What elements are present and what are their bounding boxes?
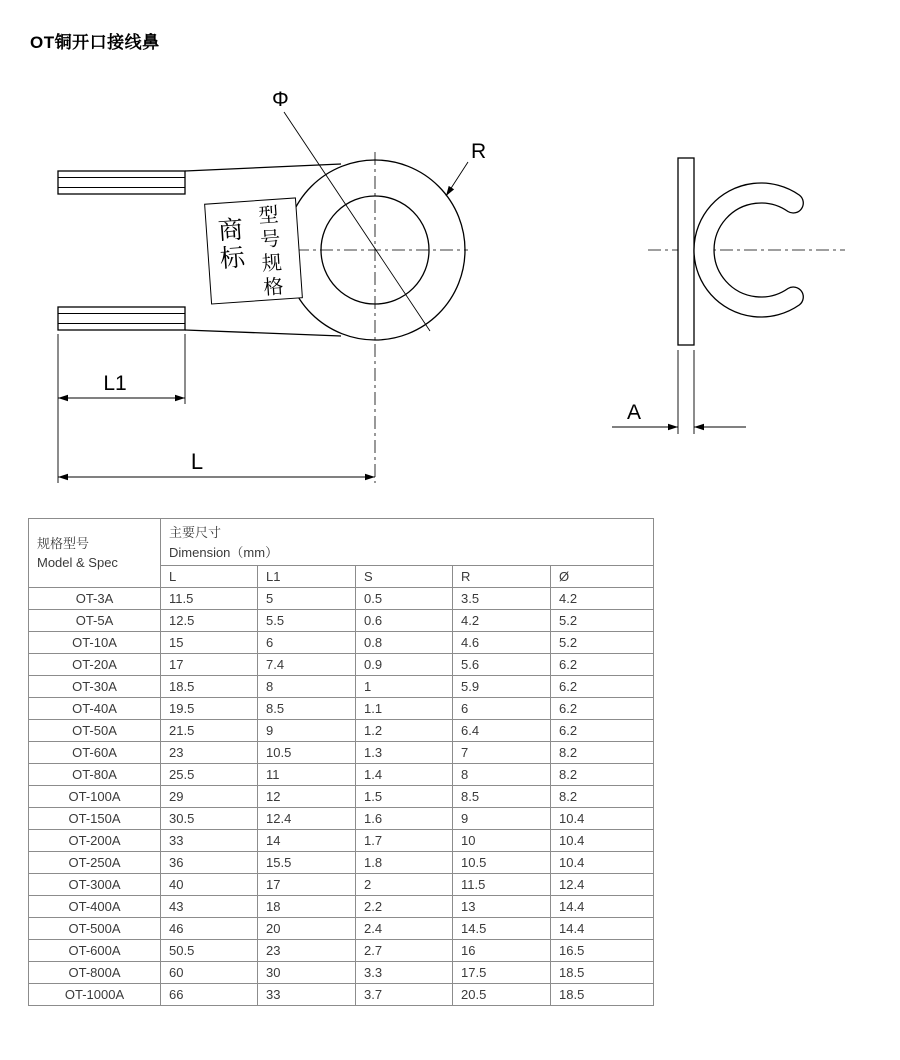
dim-value-cell: 1.4 <box>356 764 453 786</box>
dim-value-cell: 2 <box>356 874 453 896</box>
dim-value-cell: 17 <box>258 874 356 896</box>
dim-value-cell: 19.5 <box>161 698 258 720</box>
model-cell: OT-30A <box>29 676 161 698</box>
dim-value-cell: 15.5 <box>258 852 356 874</box>
model-cell: OT-300A <box>29 874 161 896</box>
dim-value-cell: 8.5 <box>258 698 356 720</box>
dim-value-cell: 17 <box>161 654 258 676</box>
dim-value-cell: 1.7 <box>356 830 453 852</box>
dim-value-cell: 0.6 <box>356 610 453 632</box>
dim-value-cell: 6 <box>258 632 356 654</box>
spec-row <box>29 676 654 698</box>
dim-value-cell: 4.6 <box>453 632 551 654</box>
dim-value-cell: 1 <box>356 676 453 698</box>
dim-value-cell: 66 <box>161 984 258 1006</box>
spec-row <box>29 654 654 676</box>
dim-value-cell: 7 <box>453 742 551 764</box>
dim-value-cell: 11.5 <box>453 874 551 896</box>
dim-value-cell: 4.2 <box>551 588 654 610</box>
dim-value-cell: 18.5 <box>161 676 258 698</box>
stamp-text-trademark: 商标 <box>217 215 246 274</box>
r-dimension-label: R <box>471 140 487 163</box>
dim-value-cell: 11.5 <box>161 588 258 610</box>
taper-bottom-line <box>185 330 341 336</box>
model-cell: OT-80A <box>29 764 161 786</box>
dim-value-cell: 46 <box>161 918 258 940</box>
dim-value-cell: 2.7 <box>356 940 453 962</box>
dim-value-cell: 10.5 <box>453 852 551 874</box>
dim-value-cell: 8.2 <box>551 742 654 764</box>
model-cell: OT-40A <box>29 698 161 720</box>
dimension-header <box>161 519 654 566</box>
dim-value-cell: 6.2 <box>551 698 654 720</box>
dim-value-cell: 18 <box>258 896 356 918</box>
dim-value-cell: 1.5 <box>356 786 453 808</box>
dim-value-cell: 3.3 <box>356 962 453 984</box>
dim-value-cell: 0.5 <box>356 588 453 610</box>
dimension-header-en: Dimension（mm） <box>169 544 279 560</box>
dim-value-cell: 40 <box>161 874 258 896</box>
model-cell: OT-150A <box>29 808 161 830</box>
col-header-s: S <box>356 566 453 588</box>
spec-row <box>29 874 654 896</box>
dim-value-cell: 30 <box>258 962 356 984</box>
dimension-l1 <box>58 334 185 483</box>
phi-dimension-label: Φ <box>272 88 289 111</box>
col-header-r: R <box>453 566 551 588</box>
a-dimension-label: A <box>626 401 642 424</box>
model-cell: OT-10A <box>29 632 161 654</box>
spec-row <box>29 764 654 786</box>
spec-row <box>29 918 654 940</box>
dim-value-cell: 0.9 <box>356 654 453 676</box>
dim-value-cell: 8.2 <box>551 786 654 808</box>
dim-value-cell: 14 <box>258 830 356 852</box>
spec-row <box>29 830 654 852</box>
dim-value-cell: 2.4 <box>356 918 453 940</box>
model-header-cn: 规格型号 <box>37 535 90 551</box>
dim-value-cell: 9 <box>453 808 551 830</box>
dim-value-cell: 23 <box>258 940 356 962</box>
dim-value-cell: 5.2 <box>551 632 654 654</box>
model-cell: OT-60A <box>29 742 161 764</box>
dim-value-cell: 3.5 <box>453 588 551 610</box>
dim-value-cell: 8 <box>258 676 356 698</box>
model-cell: OT-5A <box>29 610 161 632</box>
dim-value-cell: 5.5 <box>258 610 356 632</box>
side-view <box>678 158 803 345</box>
dim-value-cell: 8 <box>453 764 551 786</box>
model-cell: OT-100A <box>29 786 161 808</box>
spec-row <box>29 962 654 984</box>
dim-value-cell: 20.5 <box>453 984 551 1006</box>
dim-value-cell: 6.2 <box>551 720 654 742</box>
dim-value-cell: 10.4 <box>551 852 654 874</box>
dim-value-cell: 10 <box>453 830 551 852</box>
dim-value-cell: 6 <box>453 698 551 720</box>
spec-row <box>29 852 654 874</box>
spec-row <box>29 698 654 720</box>
dim-value-cell: 5.6 <box>453 654 551 676</box>
model-cell: OT-600A <box>29 940 161 962</box>
spec-row <box>29 808 654 830</box>
model-spec-header <box>29 519 161 588</box>
dim-value-cell: 3.7 <box>356 984 453 1006</box>
spec-row <box>29 632 654 654</box>
dim-value-cell: 33 <box>161 830 258 852</box>
model-cell: OT-800A <box>29 962 161 984</box>
dim-value-cell: 23 <box>161 742 258 764</box>
dim-value-cell: 18.5 <box>551 984 654 1006</box>
page-title: OT铜开口接线鼻 <box>30 33 160 52</box>
barrel-top-wall <box>58 171 185 194</box>
l-dimension-label: L <box>190 449 204 474</box>
dim-value-cell: 50.5 <box>161 940 258 962</box>
spec-row <box>29 610 654 632</box>
col-header-l: L <box>161 566 258 588</box>
dim-value-cell: 18.5 <box>551 962 654 984</box>
dim-value-cell: 1.3 <box>356 742 453 764</box>
dim-value-cell: 12.4 <box>551 874 654 896</box>
dim-value-cell: 12.5 <box>161 610 258 632</box>
dim-value-cell: 20 <box>258 918 356 940</box>
dim-value-cell: 29 <box>161 786 258 808</box>
dim-value-cell: 60 <box>161 962 258 984</box>
stamp-text-spec: 型号规格 <box>257 204 285 300</box>
dim-value-cell: 30.5 <box>161 808 258 830</box>
model-cell: OT-500A <box>29 918 161 940</box>
dim-value-cell: 17.5 <box>453 962 551 984</box>
dim-value-cell: 1.8 <box>356 852 453 874</box>
dim-value-cell: 25.5 <box>161 764 258 786</box>
dim-value-cell: 36 <box>161 852 258 874</box>
dim-value-cell: 9 <box>258 720 356 742</box>
tongue-section <box>678 158 694 345</box>
dimension-header-cn: 主要尺寸 <box>169 525 222 540</box>
model-cell: OT-20A <box>29 654 161 676</box>
technical-drawing <box>0 70 900 510</box>
dim-value-cell: 12.4 <box>258 808 356 830</box>
stamp-box <box>205 198 303 304</box>
dim-value-cell: 10.4 <box>551 808 654 830</box>
col-header-diameter: Ø <box>551 566 654 588</box>
col-header-l1: L1 <box>258 566 356 588</box>
dim-value-cell: 15 <box>161 632 258 654</box>
dim-value-cell: 16 <box>453 940 551 962</box>
dim-value-cell: 12 <box>258 786 356 808</box>
dim-value-cell: 10.5 <box>258 742 356 764</box>
spec-table <box>28 518 654 1006</box>
dim-value-cell: 14.5 <box>453 918 551 940</box>
dim-value-cell: 5 <box>258 588 356 610</box>
dim-value-cell: 21.5 <box>161 720 258 742</box>
model-cell: OT-3A <box>29 588 161 610</box>
dim-value-cell: 1.6 <box>356 808 453 830</box>
r-leader-line <box>446 162 468 196</box>
taper-top-line <box>185 164 341 171</box>
spec-row <box>29 742 654 764</box>
l1-dimension-label: L1 <box>103 372 127 395</box>
table-header-row-main <box>29 519 654 566</box>
dim-value-cell: 1.2 <box>356 720 453 742</box>
spec-row <box>29 786 654 808</box>
spec-row <box>29 588 654 610</box>
spec-row <box>29 896 654 918</box>
dim-value-cell: 14.4 <box>551 896 654 918</box>
dim-value-cell: 16.5 <box>551 940 654 962</box>
dim-value-cell: 14.4 <box>551 918 654 940</box>
model-cell: OT-200A <box>29 830 161 852</box>
spec-row <box>29 720 654 742</box>
spec-row <box>29 984 654 1006</box>
dim-value-cell: 33 <box>258 984 356 1006</box>
barrel-bottom-wall <box>58 307 185 330</box>
model-cell: OT-400A <box>29 896 161 918</box>
dim-value-cell: 1.1 <box>356 698 453 720</box>
dim-value-cell: 10.4 <box>551 830 654 852</box>
dim-value-cell: 11 <box>258 764 356 786</box>
dim-value-cell: 7.4 <box>258 654 356 676</box>
dim-value-cell: 2.2 <box>356 896 453 918</box>
dim-value-cell: 0.8 <box>356 632 453 654</box>
spec-row <box>29 940 654 962</box>
model-cell: OT-250A <box>29 852 161 874</box>
model-cell: OT-1000A <box>29 984 161 1006</box>
dim-value-cell: 43 <box>161 896 258 918</box>
model-cell: OT-50A <box>29 720 161 742</box>
dim-value-cell: 8.2 <box>551 764 654 786</box>
dim-value-cell: 5.2 <box>551 610 654 632</box>
dim-value-cell: 6.4 <box>453 720 551 742</box>
dim-value-cell: 5.9 <box>453 676 551 698</box>
dim-value-cell: 6.2 <box>551 654 654 676</box>
spec-table-body <box>29 588 654 1006</box>
dim-value-cell: 8.5 <box>453 786 551 808</box>
dim-value-cell: 13 <box>453 896 551 918</box>
phi-leader-line <box>284 112 430 331</box>
model-header-en: Model & Spec <box>37 555 118 570</box>
dim-value-cell: 4.2 <box>453 610 551 632</box>
dim-value-cell: 6.2 <box>551 676 654 698</box>
